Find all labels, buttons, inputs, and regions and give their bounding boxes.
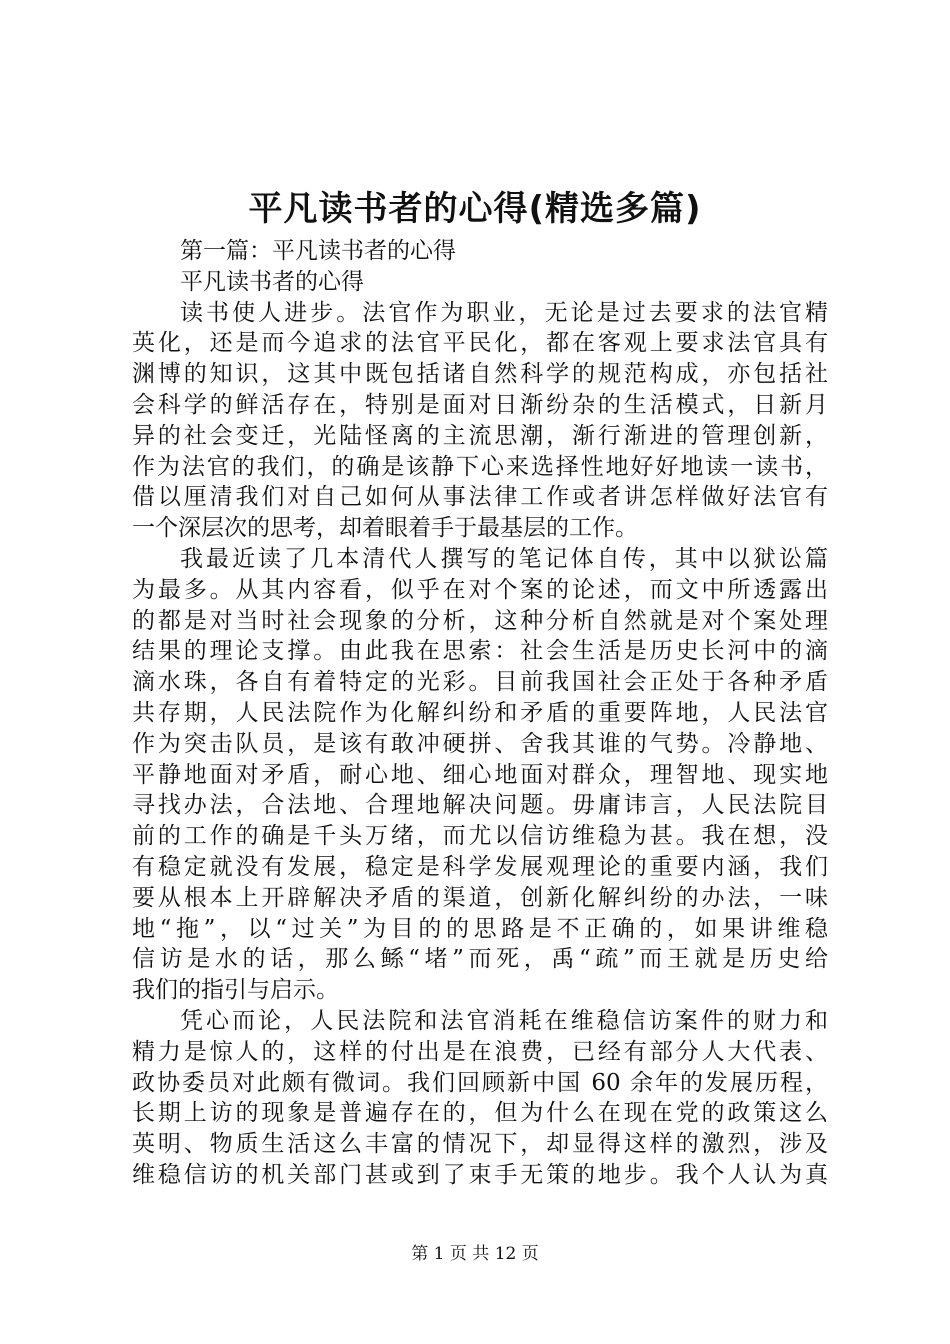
text-line: 为最多。从其内容看，似乎在对个案的论述，而文中所透露出 <box>132 576 828 603</box>
text-line: 精力是惊人的，这样的付出是在浪费，已经有部分人大代表、 <box>132 1038 828 1065</box>
page-footer: 第 1 页 共 12 页 <box>411 1244 539 1264</box>
text-line: 第一篇：平凡读书者的心得 <box>180 238 456 264</box>
text-line: 的都是对当时社会现象的分析，这种分析自然就是对个案处理 <box>132 607 828 634</box>
text-line: 读书使人进步。法官作为职业，无论是过去要求的法官精 <box>180 299 828 326</box>
text-line: 平凡读书者的心得 <box>180 268 364 295</box>
text-line: 信访是水的话，那么鲧“堵”而死，禹“疏”而王就是历史给 <box>132 946 828 973</box>
text-line: 地“拖”，以“过关”为目的的思路是不正确的，如果讲维稳 <box>132 915 828 942</box>
text-line: 会科学的鲜活存在，特别是面对日渐纷杂的生活模式，日新月 <box>132 391 828 418</box>
text-line: 维稳信访的机关部门甚或到了束手无策的地步。我个人认为真 <box>132 1161 828 1188</box>
text-line: 滴水珠，各自有着特定的光彩。目前我国社会正处于各种矛盾 <box>132 669 828 696</box>
text-line: 借以厘清我们对自己如何从事法律工作或者讲怎样做好法官有 <box>132 484 828 511</box>
text-line: 异的社会变迁，光陆怪离的主流思潮，渐行渐进的管理创新， <box>132 422 828 449</box>
text-line: 我们的指引与启示。 <box>132 977 339 1004</box>
text-line: 平静地面对矛盾，耐心地、细心地面对群众，理智地、现实地 <box>132 761 828 788</box>
text-line: 要从根本上开辟解决矛盾的渠道，创新化解纠纷的办法，一味 <box>132 884 828 911</box>
document-body <box>132 236 828 1191</box>
text-line: 作为突击队员，是该有敢冲硬拼、舍我其谁的气势。冷静地、 <box>132 730 828 757</box>
text-line: 我最近读了几本清代人撰写的笔记体自传，其中以狱讼篇 <box>180 545 828 572</box>
text-line: 结果的理论支撑。由此我在思索：社会生活是历史长河中的滴 <box>132 638 828 665</box>
text-line: 作为法官的我们，的确是该静下心来选择性地好好地读一读书， <box>132 453 828 480</box>
text-line: 英化，还是而今追求的法官平民化，都在客观上要求法官具有 <box>132 330 828 357</box>
text-line: 凭心而论，人民法院和法官消耗在维稳信访案件的财力和 <box>180 1007 828 1034</box>
document-title: 平凡读书者的心得(精选多篇) <box>248 189 702 229</box>
text-line: 前的工作的确是千头万绪，而尤以信访维稳为甚。我在想，没 <box>132 823 828 850</box>
text-line: 长期上访的现象是普遍存在的，但为什么在现在党的政策这么 <box>132 1100 828 1127</box>
text-line: 寻找办法，合法地、合理地解决问题。毋庸讳言，人民法院目 <box>132 792 828 819</box>
text-line: 共存期，人民法院作为化解纠纷和矛盾的重要阵地，人民法官 <box>132 699 828 726</box>
text-line: 一个深层次的思考，却着眼着手于最基层的工作。 <box>132 515 638 542</box>
text-line: 英明、物质生活这么丰富的情况下，却显得这样的激烈，涉及 <box>132 1131 828 1158</box>
text-line: 有稳定就没有发展，稳定是科学发展观理论的重要内涵，我们 <box>132 853 828 880</box>
text-line: 渊博的知识，这其中既包括诸自然科学的规范构成，亦包括社 <box>132 361 828 388</box>
text-line: 政协委员对此颇有微词。我们回顾新中国 60 余年的发展历程， <box>132 1069 828 1096</box>
